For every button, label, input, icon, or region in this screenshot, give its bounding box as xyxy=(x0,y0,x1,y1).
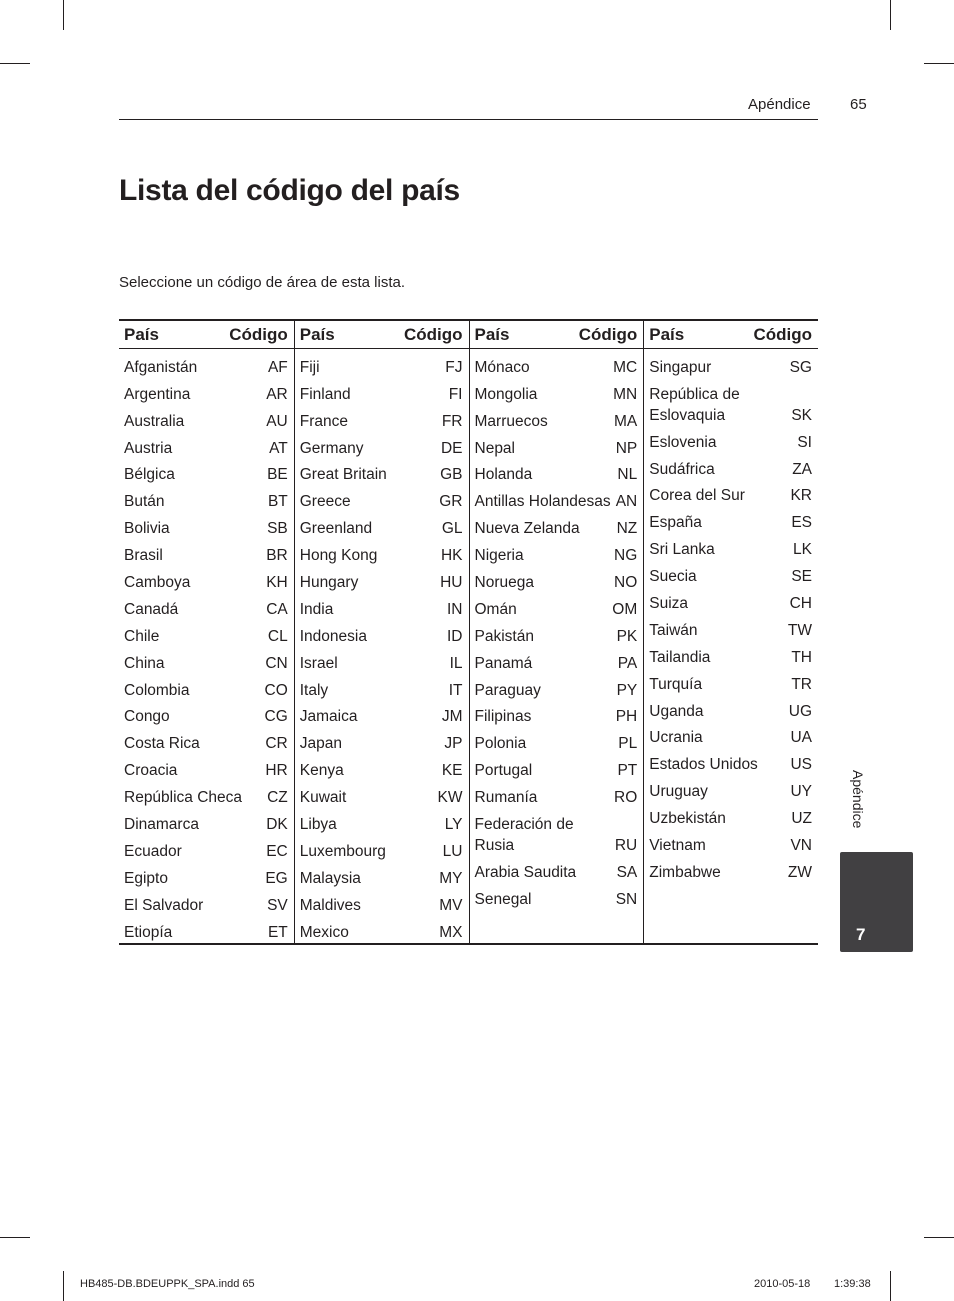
header-country: País xyxy=(299,324,335,344)
country-name: Italy xyxy=(299,681,329,699)
country-name: Mongolia xyxy=(474,385,538,403)
country-code: PK xyxy=(616,627,638,645)
table-row xyxy=(470,701,644,728)
country-name: Afganistán xyxy=(124,358,198,376)
table-row xyxy=(119,862,294,889)
table-row xyxy=(470,485,644,512)
country-code: IN xyxy=(447,600,463,618)
country-code: CZ xyxy=(267,789,288,807)
country-name: Omán xyxy=(474,600,517,618)
country-code: SE xyxy=(791,568,812,586)
country-code: LU xyxy=(442,842,463,860)
table-row xyxy=(644,829,818,856)
table-row xyxy=(119,889,294,916)
country-name: El Salvador xyxy=(124,896,204,914)
table-row xyxy=(119,539,294,566)
header-divider xyxy=(119,119,818,120)
table-row xyxy=(644,351,818,378)
table-row xyxy=(470,405,644,432)
country-name: Canadá xyxy=(124,600,179,618)
country-code: CH xyxy=(789,595,812,613)
table-row xyxy=(119,754,294,781)
table-row xyxy=(644,533,818,560)
table-row xyxy=(295,405,469,432)
country-code-table xyxy=(119,319,818,945)
country-name: Camboya xyxy=(124,574,191,592)
table-row xyxy=(470,593,644,620)
country-name: Vietnam xyxy=(649,837,706,855)
footer-file-info: HB485-DB.BDEUPPK_SPA.indd 65 xyxy=(80,1278,255,1290)
table-row xyxy=(644,587,818,614)
country-name: Paraguay xyxy=(474,681,541,699)
table-row xyxy=(295,754,469,781)
country-code: DE xyxy=(440,439,463,457)
country-code: AT xyxy=(269,439,288,457)
country-code: CG xyxy=(264,708,288,726)
country-code: IT xyxy=(448,681,463,699)
country-code: UG xyxy=(788,702,812,720)
table-row xyxy=(119,566,294,593)
country-name: China xyxy=(124,654,165,672)
country-name: Chile xyxy=(124,627,160,645)
country-name: Bélgica xyxy=(124,466,175,484)
country-code: ZA xyxy=(792,460,812,478)
country-code: BR xyxy=(266,547,288,565)
country-name: Israel xyxy=(299,654,338,672)
country-code: GB xyxy=(440,466,463,484)
crop-mark xyxy=(0,1237,30,1238)
country-name: Corea del Sur xyxy=(649,487,745,505)
table-row xyxy=(119,512,294,539)
country-code: AU xyxy=(266,412,288,430)
country-code: PT xyxy=(617,762,638,780)
country-name: Uruguay xyxy=(649,783,708,801)
country-name: Mexico xyxy=(299,923,349,941)
country-code: MN xyxy=(613,385,638,403)
table-row xyxy=(470,754,644,781)
country-name: Austria xyxy=(124,439,173,457)
country-name: Congo xyxy=(124,708,170,726)
country-name: Turquía xyxy=(649,675,703,693)
country-code: SV xyxy=(267,896,288,914)
table-row xyxy=(119,808,294,835)
table-row xyxy=(119,781,294,808)
country-name: Colombia xyxy=(124,681,190,699)
country-code: JP xyxy=(444,735,463,753)
country-name: Costa Rica xyxy=(124,735,200,753)
header-code: Código xyxy=(229,324,288,344)
crop-mark xyxy=(924,1237,954,1238)
table-row xyxy=(644,453,818,480)
country-code: GR xyxy=(439,493,463,511)
table-row xyxy=(119,459,294,486)
table-row xyxy=(470,674,644,701)
country-code: TR xyxy=(791,675,812,693)
table-row xyxy=(644,506,818,533)
country-code: PH xyxy=(615,708,638,726)
country-name: Mónaco xyxy=(474,358,530,376)
country-code: KE xyxy=(441,762,463,780)
country-code: CL xyxy=(267,627,288,645)
country-name: Egipto xyxy=(124,869,168,887)
table-row xyxy=(470,727,644,754)
table-row xyxy=(470,378,644,405)
country-code: CR xyxy=(265,735,288,753)
country-name: Suecia xyxy=(649,568,697,586)
country-name: Dinamarca xyxy=(124,816,199,834)
country-name: Hungary xyxy=(299,574,359,592)
country-code: ID xyxy=(447,627,463,645)
crop-mark xyxy=(924,63,954,64)
country-name: France xyxy=(299,412,348,430)
country-name: Bolivia xyxy=(124,520,170,538)
country-name: Rumanía xyxy=(474,789,538,807)
country-name: Taiwán xyxy=(649,621,698,639)
country-code: BT xyxy=(267,493,288,511)
country-code: CO xyxy=(264,681,288,699)
country-code: ET xyxy=(267,923,288,941)
country-code: HK xyxy=(440,547,463,565)
table-column xyxy=(643,321,818,943)
country-code: FR xyxy=(441,412,463,430)
table-row xyxy=(295,378,469,405)
country-code: SB xyxy=(267,520,288,538)
country-name: Kenya xyxy=(299,762,344,780)
country-name: Indonesia xyxy=(299,627,367,645)
country-name: Brasil xyxy=(124,547,163,565)
country-name: Sri Lanka xyxy=(649,541,715,559)
country-name: Croacia xyxy=(124,762,178,780)
country-name: Australia xyxy=(124,412,185,430)
table-row xyxy=(470,432,644,459)
country-code: SA xyxy=(616,863,638,881)
country-name: República Checa xyxy=(124,789,243,807)
country-code: LY xyxy=(444,816,463,834)
table-row xyxy=(295,701,469,728)
country-code: MA xyxy=(614,412,638,430)
country-name: Pakistán xyxy=(474,627,534,645)
country-code: AN xyxy=(615,493,638,511)
table-row xyxy=(295,432,469,459)
country-name: España xyxy=(649,514,702,532)
table-row xyxy=(470,781,644,808)
country-name: Luxembourg xyxy=(299,842,386,860)
table-row xyxy=(470,883,644,910)
country-name: Fiji xyxy=(299,358,320,376)
table-row xyxy=(295,485,469,512)
country-code: NP xyxy=(615,439,638,457)
table-row xyxy=(119,620,294,647)
country-name: Maldives xyxy=(299,896,361,914)
country-code: DK xyxy=(266,816,288,834)
table-row xyxy=(644,560,818,587)
country-name: India xyxy=(299,600,334,618)
table-row xyxy=(644,614,818,641)
country-name: Antillas Holandesas xyxy=(474,493,611,511)
country-name: Federación de Rusia xyxy=(474,816,574,855)
country-name: Etiopía xyxy=(124,923,173,941)
table-row xyxy=(295,593,469,620)
country-name: Tailandia xyxy=(649,648,711,666)
country-name: Libya xyxy=(299,816,337,834)
crop-mark xyxy=(63,0,64,30)
country-code: SK xyxy=(791,406,812,424)
country-code: MV xyxy=(439,896,463,914)
country-code: FI xyxy=(448,385,463,403)
country-code: BE xyxy=(267,466,288,484)
table-row xyxy=(119,432,294,459)
country-code: PA xyxy=(617,654,638,672)
table-row xyxy=(470,620,644,647)
country-code: SN xyxy=(615,890,638,908)
country-code: UA xyxy=(790,729,812,747)
table-row xyxy=(644,856,818,883)
chapter-number: 7 xyxy=(856,925,866,944)
country-code: EC xyxy=(266,842,288,860)
table-row xyxy=(295,647,469,674)
country-name: Noruega xyxy=(474,574,534,592)
table-row xyxy=(295,566,469,593)
country-code: IL xyxy=(449,654,463,672)
country-name: Singapur xyxy=(649,358,712,376)
country-code: MX xyxy=(439,923,463,941)
side-tab-label: Apéndice xyxy=(850,770,866,829)
country-code: NG xyxy=(614,547,638,565)
crop-mark xyxy=(890,1271,891,1301)
country-code: NO xyxy=(614,574,638,592)
table-row xyxy=(644,480,818,507)
country-name: Uganda xyxy=(649,702,704,720)
country-name: Argentina xyxy=(124,385,191,403)
country-name: Bután xyxy=(124,493,165,511)
table-row xyxy=(644,775,818,802)
table-row xyxy=(295,781,469,808)
country-code: MC xyxy=(613,358,638,376)
country-code: SI xyxy=(797,433,812,451)
table-header-row xyxy=(470,321,644,349)
page-title: Lista del código del país xyxy=(119,174,460,207)
country-code: ZW xyxy=(787,863,812,881)
table-row xyxy=(470,566,644,593)
country-code: EG xyxy=(265,869,288,887)
table-row xyxy=(644,426,818,453)
table-row xyxy=(470,459,644,486)
country-code: PY xyxy=(616,681,638,699)
country-code: AF xyxy=(267,358,288,376)
table-row xyxy=(119,647,294,674)
table-header-row xyxy=(644,321,818,349)
table-row xyxy=(295,862,469,889)
table-row xyxy=(470,351,644,378)
country-name: Marruecos xyxy=(474,412,548,430)
table-header-row xyxy=(119,321,294,349)
country-code: RU xyxy=(614,837,638,855)
country-code: CA xyxy=(266,600,288,618)
page-number: 65 xyxy=(850,96,867,113)
table-row xyxy=(295,889,469,916)
country-name: Germany xyxy=(299,439,364,457)
country-name: Hong Kong xyxy=(299,547,378,565)
country-code: GL xyxy=(441,520,463,538)
country-name: Estados Unidos xyxy=(649,756,758,774)
chapter-tab xyxy=(840,852,913,952)
country-name: Senegal xyxy=(474,890,532,908)
country-code: HR xyxy=(265,762,288,780)
header-country: País xyxy=(474,324,510,344)
table-row xyxy=(295,539,469,566)
table-row xyxy=(119,593,294,620)
table-column xyxy=(119,321,294,943)
country-name: Nueva Zelanda xyxy=(474,520,580,538)
table-column xyxy=(469,321,644,943)
table-row xyxy=(644,802,818,829)
table-row xyxy=(119,485,294,512)
footer-date: 2010-05-18 xyxy=(754,1278,811,1290)
table-row xyxy=(119,405,294,432)
country-name: Sudáfrica xyxy=(649,460,715,478)
table-row xyxy=(295,459,469,486)
country-code: KR xyxy=(790,487,812,505)
header-code: Código xyxy=(753,324,812,344)
country-name: Zimbabwe xyxy=(649,863,721,881)
table-row xyxy=(644,748,818,775)
country-code: VN xyxy=(790,837,812,855)
country-name: Eslovenia xyxy=(649,433,717,451)
country-code: SG xyxy=(789,358,812,376)
country-name: Greenland xyxy=(299,520,373,538)
table-row xyxy=(644,668,818,695)
country-code: KW xyxy=(437,789,463,807)
running-header-section: Apéndice xyxy=(748,96,811,113)
table-row xyxy=(644,722,818,749)
country-code: UZ xyxy=(791,810,812,828)
header-country: País xyxy=(124,324,159,344)
country-name: Nepal xyxy=(474,439,515,457)
table-row xyxy=(119,351,294,378)
country-code: MY xyxy=(439,869,463,887)
country-code: ES xyxy=(791,514,812,532)
crop-mark xyxy=(63,1271,64,1301)
country-code: TH xyxy=(791,648,812,666)
country-name: Malaysia xyxy=(299,869,361,887)
country-name: Suiza xyxy=(649,595,689,613)
country-code: FJ xyxy=(445,358,463,376)
country-name: Holanda xyxy=(474,466,533,484)
country-name: Polonia xyxy=(474,735,527,753)
table-row xyxy=(295,620,469,647)
country-code: PL xyxy=(618,735,638,753)
intro-text: Seleccione un código de área de esta lista. xyxy=(119,274,406,291)
country-name: Arabia Saudita xyxy=(474,863,577,881)
table-row xyxy=(470,856,644,883)
country-code: AR xyxy=(266,385,288,403)
country-name: Uzbekistán xyxy=(649,810,726,828)
country-name: República de Eslovaquia xyxy=(649,385,740,424)
country-code: LK xyxy=(793,541,812,559)
header-code: Código xyxy=(403,324,463,344)
table-row xyxy=(119,701,294,728)
country-name: Nigeria xyxy=(474,547,524,565)
table-row xyxy=(295,808,469,835)
country-code: KH xyxy=(266,574,288,592)
country-name: Ecuador xyxy=(124,842,182,860)
table-row xyxy=(119,727,294,754)
country-name: Portugal xyxy=(474,762,533,780)
table-row xyxy=(470,647,644,674)
table-row xyxy=(295,727,469,754)
table-row xyxy=(295,835,469,862)
country-code: US xyxy=(790,756,812,774)
footer-time: 1:39:38 xyxy=(834,1278,871,1290)
table-column xyxy=(294,321,469,943)
country-code: NZ xyxy=(616,520,638,538)
country-code: NL xyxy=(617,466,638,484)
table-row xyxy=(470,808,644,856)
table-row xyxy=(119,674,294,701)
crop-mark xyxy=(890,0,891,30)
country-code: CN xyxy=(265,654,288,672)
table-row xyxy=(644,378,818,426)
table-row xyxy=(644,641,818,668)
table-row xyxy=(295,916,469,943)
country-code: TW xyxy=(787,621,812,639)
table-row xyxy=(295,674,469,701)
table-row xyxy=(470,539,644,566)
table-row xyxy=(295,351,469,378)
country-code: JM xyxy=(441,708,463,726)
table-row xyxy=(119,835,294,862)
table-row xyxy=(295,512,469,539)
table-row xyxy=(644,695,818,722)
header-code: Código xyxy=(578,324,638,344)
country-name: Jamaica xyxy=(299,708,358,726)
country-name: Greece xyxy=(299,493,351,511)
country-code: RO xyxy=(614,789,638,807)
crop-mark xyxy=(0,63,30,64)
country-name: Great Britain xyxy=(299,466,387,484)
country-name: Finland xyxy=(299,385,351,403)
country-code: UY xyxy=(790,783,812,801)
country-name: Ucrania xyxy=(649,729,703,747)
country-name: Kuwait xyxy=(299,789,347,807)
table-row xyxy=(119,916,294,943)
table-row xyxy=(119,378,294,405)
table-header-row xyxy=(295,321,469,349)
country-code: OM xyxy=(612,600,638,618)
country-name: Japan xyxy=(299,735,342,753)
country-name: Filipinas xyxy=(474,708,532,726)
country-code: HU xyxy=(440,574,463,592)
header-country: País xyxy=(649,324,685,344)
country-name: Panamá xyxy=(474,654,533,672)
table-row xyxy=(470,512,644,539)
